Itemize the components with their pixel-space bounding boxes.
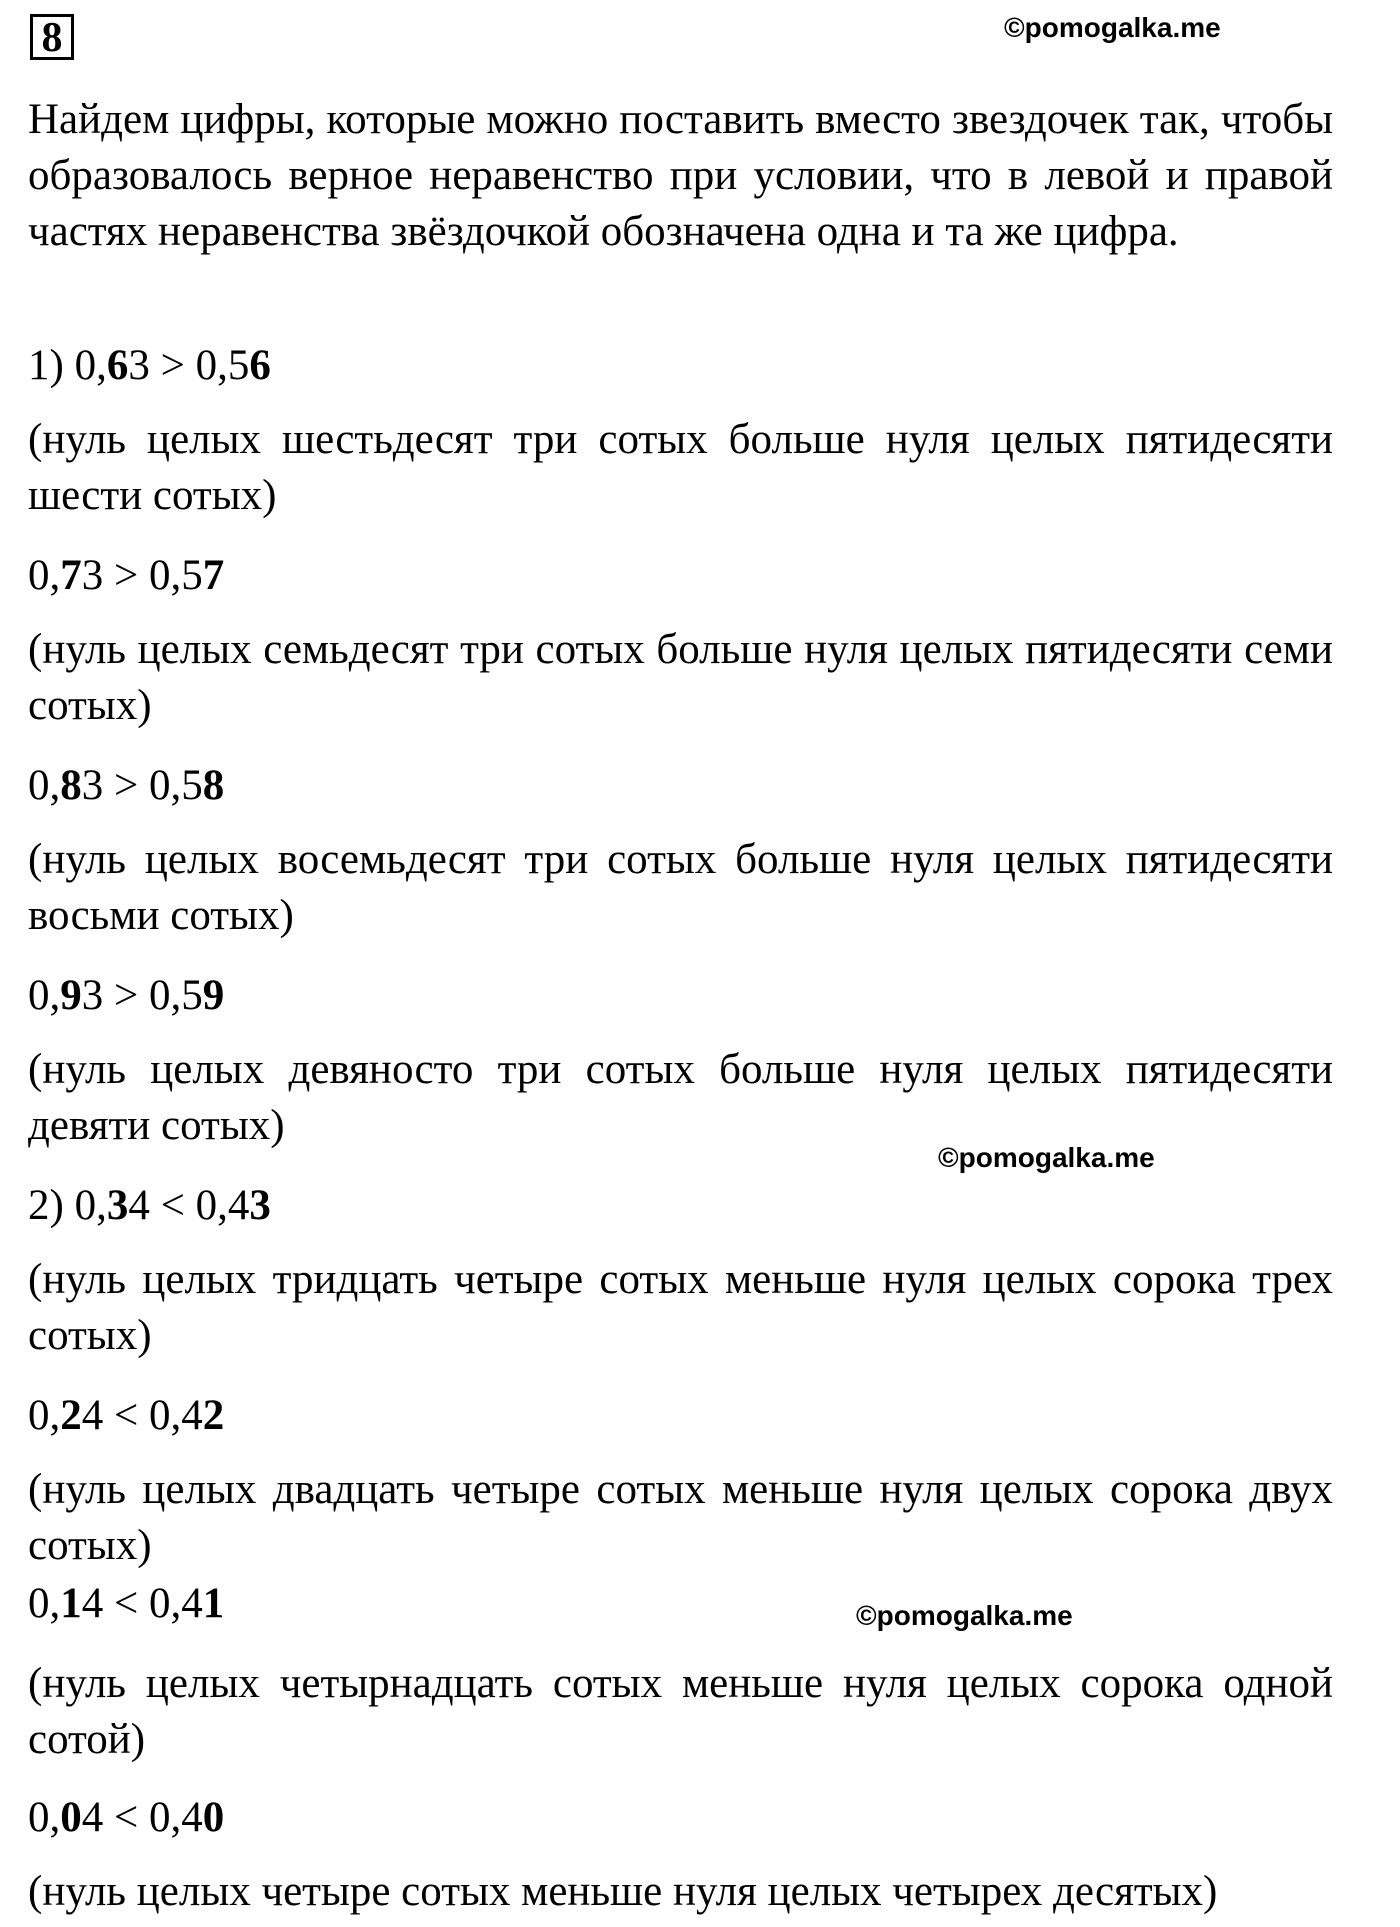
- inequality-line: 0,83 > 0,58: [28, 762, 225, 809]
- inequality-line: 0,14 < 0,41: [28, 1580, 225, 1627]
- watermark: ©pomogalka.me: [1004, 12, 1221, 43]
- explanation-text: (нуль целых четыре сотых меньше нуля целых четырех десятых): [28, 1868, 1218, 1915]
- explanation-text: (нуль целых двадцать четыре сотых меньше нуля целых сорока двух сотых): [28, 1466, 1333, 1569]
- inequality-line: 0,73 > 0,57: [28, 552, 225, 599]
- watermark: ©pomogalka.me: [938, 1142, 1155, 1173]
- inequality-line: 1) 0,63 > 0,56: [28, 342, 271, 389]
- inequality-line: 0,93 > 0,59: [28, 972, 225, 1019]
- task-number: 8: [30, 14, 74, 60]
- inequality-line: 0,24 < 0,42: [28, 1392, 225, 1439]
- explanation-text: (нуль целых восемьдесят три сотых больше нуля целых пятидесяти восьми сотых): [28, 836, 1333, 939]
- inequality-line: 2) 0,34 < 0,43: [28, 1182, 271, 1229]
- explanation-text: (нуль целых тридцать четыре сотых меньше нуля целых сорока трех сотых): [28, 1256, 1333, 1359]
- explanation-text: (нуль целых девяносто три сотых больше нуля целых пятидесяти девяти сотых): [28, 1046, 1333, 1149]
- inequality-line: 0,04 < 0,40: [28, 1794, 225, 1841]
- explanation-text: (нуль целых семьдесят три сотых больше нуля целых пятидесяти семи сотых): [28, 626, 1333, 729]
- explanation-text: (нуль целых четырнадцать сотых меньше нуля целых сорока одной сотой): [28, 1660, 1333, 1763]
- watermark: ©pomogalka.me: [856, 1600, 1073, 1631]
- explanation-text: (нуль целых шестьдесят три сотых больше нуля целых пятидесяти шести сотых): [28, 416, 1333, 519]
- intro-paragraph: Найдем цифры, которые можно поставить вместо звездочек так, чтобы образовалось верное неравенство при условии, что в левой и правой частях неравенства звёздочкой обозначена одна и та же цифра.: [28, 96, 1333, 255]
